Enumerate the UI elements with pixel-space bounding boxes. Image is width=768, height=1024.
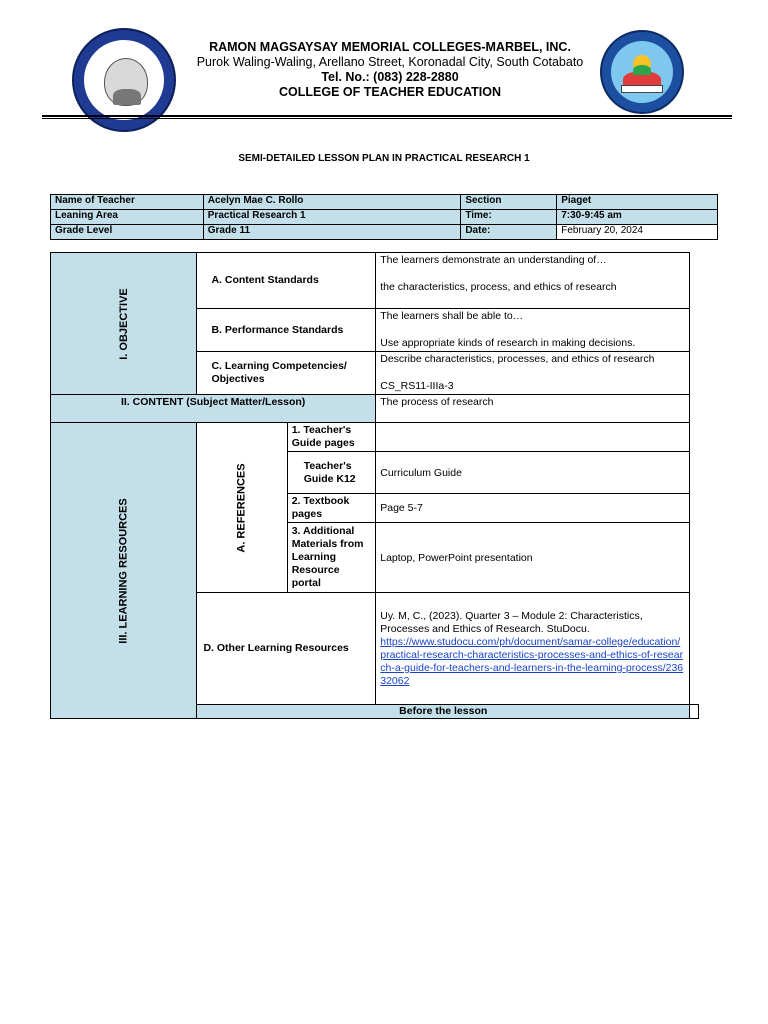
school-name: RAMON MAGSAYSAY MEMORIAL COLLEGES-MARBEL, INC. [209, 40, 571, 54]
performance-standards-intro: The learners shall be able to… [380, 310, 524, 322]
content-standards-cell [376, 253, 690, 309]
before-lesson-value [690, 705, 699, 719]
teacher-info-table [50, 194, 718, 240]
lesson-plan-title: SEMI-DETAILED LESSON PLAN IN PRACTICAL RESEARCH 1 [238, 153, 530, 164]
textbook-label: 2. Textbook pages [287, 494, 376, 523]
competencies-code: CS_RS11-IIIa-3 [380, 380, 454, 392]
content-heading: II. CONTENT (Subject Matter/Lesson) [51, 395, 376, 423]
content-value: The process of research [376, 395, 690, 423]
content-standards-intro: The learners demonstrate an understanding of… [380, 254, 607, 266]
content-standards-label: A. Content Standards [197, 253, 376, 309]
teacher-value: Acelyn Mae C. Rollo [203, 195, 461, 210]
time-label: Time: [461, 210, 557, 225]
content-standards-text: the characteristics, process, and ethics of research [380, 281, 617, 293]
objective-heading: I. OBJECTIVE [51, 253, 197, 395]
area-value: Practical Research 1 [203, 210, 461, 225]
section-value: Piaget [557, 195, 718, 210]
college-name: COLLEGE OF TEACHER EDUCATION [279, 85, 501, 99]
performance-standards-label: B. Performance Standards [197, 309, 376, 352]
performance-standards-text: Use appropriate kinds of research in making decisions. [380, 337, 636, 349]
references-heading: A. REFERENCES [197, 423, 287, 593]
teachers-guide-label: 1. Teacher's Guide pages [287, 423, 376, 452]
header-divider-thin [42, 118, 732, 119]
grade-value: Grade 11 [203, 225, 461, 240]
table-row [51, 210, 718, 225]
date-label: Date: [461, 225, 557, 240]
grade-label: Grade Level [51, 225, 204, 240]
other-resources-label: D. Other Learning Resources [197, 593, 376, 705]
citation-text: Uy. M, C., (2023). Quarter 3 – Module 2: Characteristics, Processes and Ethics of Research. StuDocu. [380, 609, 643, 635]
school-address: Purok Waling-Waling, Arellano Street, Koronadal City, South Cotabato [196, 55, 584, 69]
additional-materials-label: 3. Additional Materials from Learning Resource portal [287, 523, 376, 593]
competencies-label: C. Learning Competencies/ Objectives [197, 352, 376, 395]
area-label: Leaning Area [51, 210, 204, 225]
header-divider [42, 115, 732, 117]
letterhead [180, 40, 600, 100]
college-seal-logo [600, 30, 684, 114]
teacher-label: Name of Teacher [51, 195, 204, 210]
table-row [51, 253, 699, 309]
seal-inner-ring [82, 38, 166, 122]
performance-standards-cell [376, 309, 690, 352]
other-resources-cell [376, 593, 690, 705]
book-emblem [621, 85, 663, 93]
table-row [51, 395, 699, 423]
date-value: February 20, 2024 [557, 225, 718, 240]
section-label: Section [461, 195, 557, 210]
founder-portrait [104, 58, 148, 106]
table-row [51, 195, 718, 210]
competencies-text: Describe characteristics, processes, and ethics of research [380, 353, 655, 365]
lesson-plan-table [50, 252, 699, 719]
teachers-guide-k12-label: Teacher's Guide K12 [287, 452, 376, 494]
time-value: 7:30-9:45 am [557, 210, 718, 225]
studocu-link[interactable]: https://www.studocu.com/ph/document/samar-college/education/practical-research-characteristics-processes-and-ethics-of-research-a-guide-for-teachers-and-learners-in-the-learning-process/23632062 [380, 635, 684, 687]
textbook-value: Page 5-7 [376, 494, 690, 523]
competencies-cell [376, 352, 690, 395]
teachers-guide-k12-value: Curriculum Guide [376, 452, 690, 494]
table-row [51, 225, 718, 240]
before-lesson-label: Before the lesson [197, 705, 690, 719]
teachers-guide-value [376, 423, 690, 452]
telephone: Tel. No.: (083) 228-2880 [321, 70, 459, 84]
learning-resources-heading: III. LEARNING RESOURCES [51, 423, 197, 719]
table-row [51, 423, 699, 452]
additional-materials-value: Laptop, PowerPoint presentation [376, 523, 690, 593]
seal-inner-ring [611, 41, 673, 103]
